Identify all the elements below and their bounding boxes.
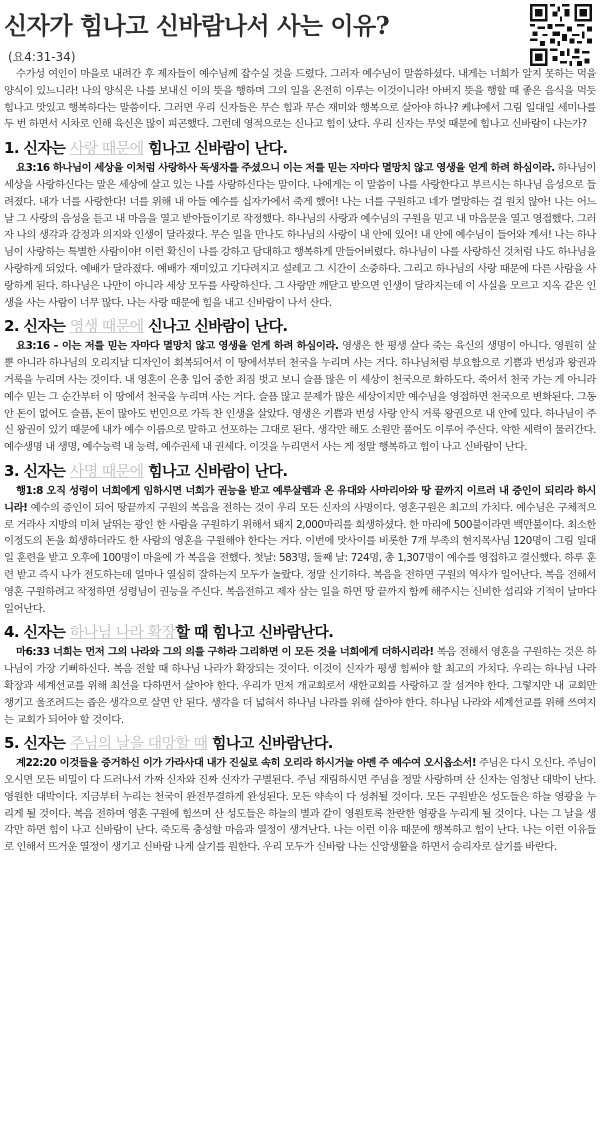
section-heading-prefix: 2. 신자는	[4, 317, 70, 336]
section-paragraph	[4, 483, 596, 617]
section-heading-suffix: 힘나고 신바람이 난다.	[143, 139, 288, 158]
section-heading-prefix: 5. 신자는	[4, 734, 70, 753]
scripture-reference: (요4:31-34)	[8, 50, 76, 64]
qr-code-icon[interactable]	[530, 4, 592, 66]
section-heading	[4, 317, 596, 336]
section-heading	[4, 734, 596, 753]
bible-verse: 행1:8 오직 성령이 너희에게 임하시면 너희가 권능을 받고 예루살렘과 온 유대와 사마리아와 땅 끝까지 이르러 내 증인이 되리라 하시니라!	[4, 484, 596, 514]
section-heading-prefix: 3. 신자는	[4, 461, 70, 480]
article-body	[4, 66, 596, 856]
section-heading	[4, 462, 596, 481]
section-paragraph	[4, 644, 596, 728]
section-body-text: 영생은 한 평생 살다 죽는 육신의 생명이 아니다. 영원히 살 뿐 아니라 하나님의 오리지날 디자인이 회복되어서 이 땅에서부터 천국을 누리며 사는 거다. 하나님처럼 부요함으로 기쁨과 번성과 왕권과 거룩을 누리며 사는 것이다. 내 영혼이 은총 입어 중한 죄짐 벗고 보니 슬픔 많은 이 세상이 천국으로 화하도다. 죽어서 천국 가는 게 아니라 예수 믿는 그 순간부터 이 땅에서 천국을 누리며 사는 거다. 슬픔 많고 문제가 많은 세상이지만 예수님을 영접하면 천국으로 변화된다. 그동안 돈이 없어도 슬픔, 돈이 많아도 번민으로 가득 찬 인생을 살았다. 영생은 기쁨과 번성 사랑 안식 거룩 왕권으로 내 안에 있다. 하나님이 주신 왕권이 있기 때문에 내가 예수 이름으로 말하고 선포하는 그대로 된다. 생각만 해도 소원만 품어도 이루어 주신다. 악한 세력이 물러간다. 예수생명 내 생명, 예수능력 내 능력, 예수권세 내 권세다. 이것을 누리면서 사는 게 정말 행복하고 힘이 나고 신바람이 난다.	[4, 340, 596, 454]
bible-verse: 계22:20 이것들을 증거하신 이가 가라사대 내가 진실로 속히 오리라 하시거늘 아멘 주 예수여 오시옵소서!	[16, 757, 477, 770]
section-heading-highlight: 영생 때문에	[69, 317, 144, 336]
section-5	[4, 734, 596, 856]
header	[0, 0, 600, 72]
section-body-text: 주님은 다시 오신다. 주님이 오시면 모든 비밀이 다 드러나서 가짜 신자와 진짜 신자가 구별된다. 주님 재림하시면 주님을 정말 사랑하며 산 신자는 엄청난 대박이 난다. 영원한 대박이다. 지금부터 누리는 천국이 완전무결하게 완성된다. 모든 약속이 다 성취될 것이다. 모든 구원받은 성도들은 하늘 영광을 누리게 될 것이다. 복음 전하며 영혼 구원에 힘쓰며 산 성도들은 하늘의 별과 같이 영원토록 찬란한 영광을 누리게 될 것이다. 나는 그 날을 생각만 하면 힘이 나고 신바람이 난다. 죽도록 충성할 마음과 열정이 생겨난다. 나는 이런 이유 때문에 행복하고 힘이 난다. 나는 이런 이유들로 인해서 뜨거운 열정이 생기고 신바람 나게 살기를 원한다. 우리 모두가 신바람 나는 신앙생활을 하면서 승리자로 살기를 바란다.	[4, 757, 596, 854]
section-body-text: 복음 전해서 영혼을 구원하는 것은 하나님이 가장 기뻐하신다. 복음 전할 때 하나님 나라가 확장되는 것이다. 이것이 신자가 평생 힘써야 할 최고의 가치다. 우리는 하나님 나라 확장과 세계선교를 위해 최선을 다하면서 살아야 한다. 우리가 먼저 개교회로서 새한교회를 사랑하고 잘 섬겨야 한다. 그렇지만 내 교회만 챙기고 울조려드는 좁은 생각으로 살면 안 된다. 생각을 더 넓혀서 하나님 나라를 위해 살아야 한다. 하나님 나라와 세계선교를 위해 쓰여지는 교회가 되어야 할 것이다.	[4, 646, 596, 726]
section-heading	[4, 139, 596, 158]
section-paragraph	[4, 160, 596, 311]
section-heading-suffix: 할 때 힘나고 신바람난다.	[175, 623, 334, 642]
page-title: 신자가 힘나고 신바람나서 사는 이유?	[4, 11, 390, 40]
section-heading-highlight: 사랑 때문에	[69, 139, 144, 158]
section-3	[4, 462, 596, 617]
section-heading-suffix: 신나고 신바람이 난다.	[143, 317, 288, 336]
section-heading-highlight: 사명 때문에	[69, 461, 144, 480]
section-heading-highlight: 하나님 나라 확장	[69, 623, 176, 642]
section-heading-prefix: 1. 신자는	[4, 139, 70, 158]
section-heading-suffix: 힘나고 신바람이 난다.	[143, 461, 288, 480]
section-heading-suffix: 힘나고 신바람난다.	[207, 734, 333, 753]
section-heading-prefix: 4. 신자는	[4, 623, 70, 642]
section-body-text: 하나님이 세상을 사랑하신다는 말은 세상에 살고 있는 나를 사랑하신다는 말이다. 나에게는 이 말씀이 나를 사랑한다고 부르시는 하나님 음성으로 들려졌다. 내가 너를 사랑한다! 너를 위해 내 아들 예수를 십자가에서 죽게 했어! 나는 너를 구원하고 네가 멸망하는 걸 원치 않아! 나는 어느 날 그 사랑의 음성을 듣고 내 마음을 열고 받아들이기로 작정했다. 하나님의 사랑과 예수님의 구원을 믿고 내 마음문을 열고 영접했다. 그러자 나의 생각과 감정과 의지와 인생이 달라졌다. 무슨 일을 만나도 하나님의 사랑이 내 안에 있어! 내 안에 예수님이 들어와 계셔! 나는 하나님이 사랑하는 특별한 사람이야! 이런 확신이 나를 강하고 담대하고 행복하게 만들어버렸다. 하나님이 나를 사랑하신 것처럼 나도 하나님을 사랑하게 되었다. 예배가 달라졌다. 예배가 재미있고 기다려지고 설레고 그 시간이 소중하다. 그리고 하나님의 사랑 때문에 다른 사람을 사랑하게 된다. 하나님은 나만이 아니라 세상 모두를 사랑하신다. 그 사랑만 깨닫고 받으면 인생이 달라지는데 이 사실을 모르고 지옥 같은 인생을 사는 사람이 너무 많다. 나는 사랑 때문에 힘을 내고 신바람이 나서 산다.	[4, 162, 596, 309]
section-heading-highlight: 주님의 날을 대망할 때	[69, 734, 208, 753]
bible-verse: 요3:16 – 이는 저를 믿는 자마다 멸망치 않고 영생을 얻게 하려 하심이라.	[16, 340, 339, 353]
section-paragraph	[4, 755, 596, 856]
bible-verse: 마6:33 너희는 먼저 그의 나라와 그의 의를 구하라 그리하면 이 모든 것을 너희에게 더하시리라!	[16, 646, 434, 659]
bible-verse: 요3:16 하나님이 세상을 이처럼 사랑하사 독생자를 주셨으니 이는 저를 믿는 자마다 멸망치 않고 영생을 얻게 하려 하심이라.	[16, 162, 555, 175]
section-heading	[4, 623, 596, 642]
section-body-text: 예수의 증인이 되어 땅끝까지 구원의 복음을 전하는 것이 우리 모든 신자의 사명이다. 영혼구원은 최고의 가치다. 예수님은 구체적으로 거라사 지방의 미쳐 날뛰는 광인 한 사람을 구원하기 위해서 돼지 2,000마리를 희생하셨다. 한 마리에 500불이라면 백만불이다. 최소한 이정도의 돈을 희생하더라도 한 사람의 영혼을 구원해야 한다는 거다. 이번에 맛사이를 비롯한 7개 부족의 현지목사님 120명이 그림 일대일 훈련을 받고 오후에 100명이 마을에 가 복음을 전했다. 첫날: 583명, 둘째 날: 724명, 총 1,307명이 예수를 영접하고 결신했다. 하루 훈련 받고 즉시 나가 전도하는데 얼마나 열심히 잘하는지 모두가 놀랐다. 정말 신기하다. 복음을 전하면 구원의 역사가 일어난다. 복음 전해서 영혼 구원하려고 작정하면 성령님이 권능을 주신다. 복음전하고 제자 삼는 일을 하면 땅 끝까지 함께 해주시는 신비한 섭리와 기적이 날마다 일어난다.	[4, 501, 596, 615]
intro-paragraph: 수가성 여인이 마을로 내려간 후 제자들이 예수님께 잡수실 것을 드렸다. 그러자 예수님이 말씀하셨다. 내게는 너희가 알지 못하는 먹을 양식이 있느니라! 나의 양식은 나를 보내신 이의 뜻을 행하며 그의 일을 온전히 이루는 이것이니라! 아버지 뜻을 행할 때 좋은 음식을 먹듯 힘나고 맛있고 행복하다는 말씀이다. 그러면 우리 신자들은 무슨 힘과 무슨 재미와 행복으로 살아야 하나? 케냐에서 그림 일대일 세미나를 두 번 하면서 시차로 인해 육신은 많이 피곤했다. 그런데 영적으로는 신나고 힘이 났다. 우리 신자는 무엇 때문에 힘나고 신바람이 나는가?	[4, 68, 596, 131]
section-2	[4, 317, 596, 456]
section-1	[4, 139, 596, 311]
section-4	[4, 623, 596, 728]
section-paragraph	[4, 338, 596, 456]
